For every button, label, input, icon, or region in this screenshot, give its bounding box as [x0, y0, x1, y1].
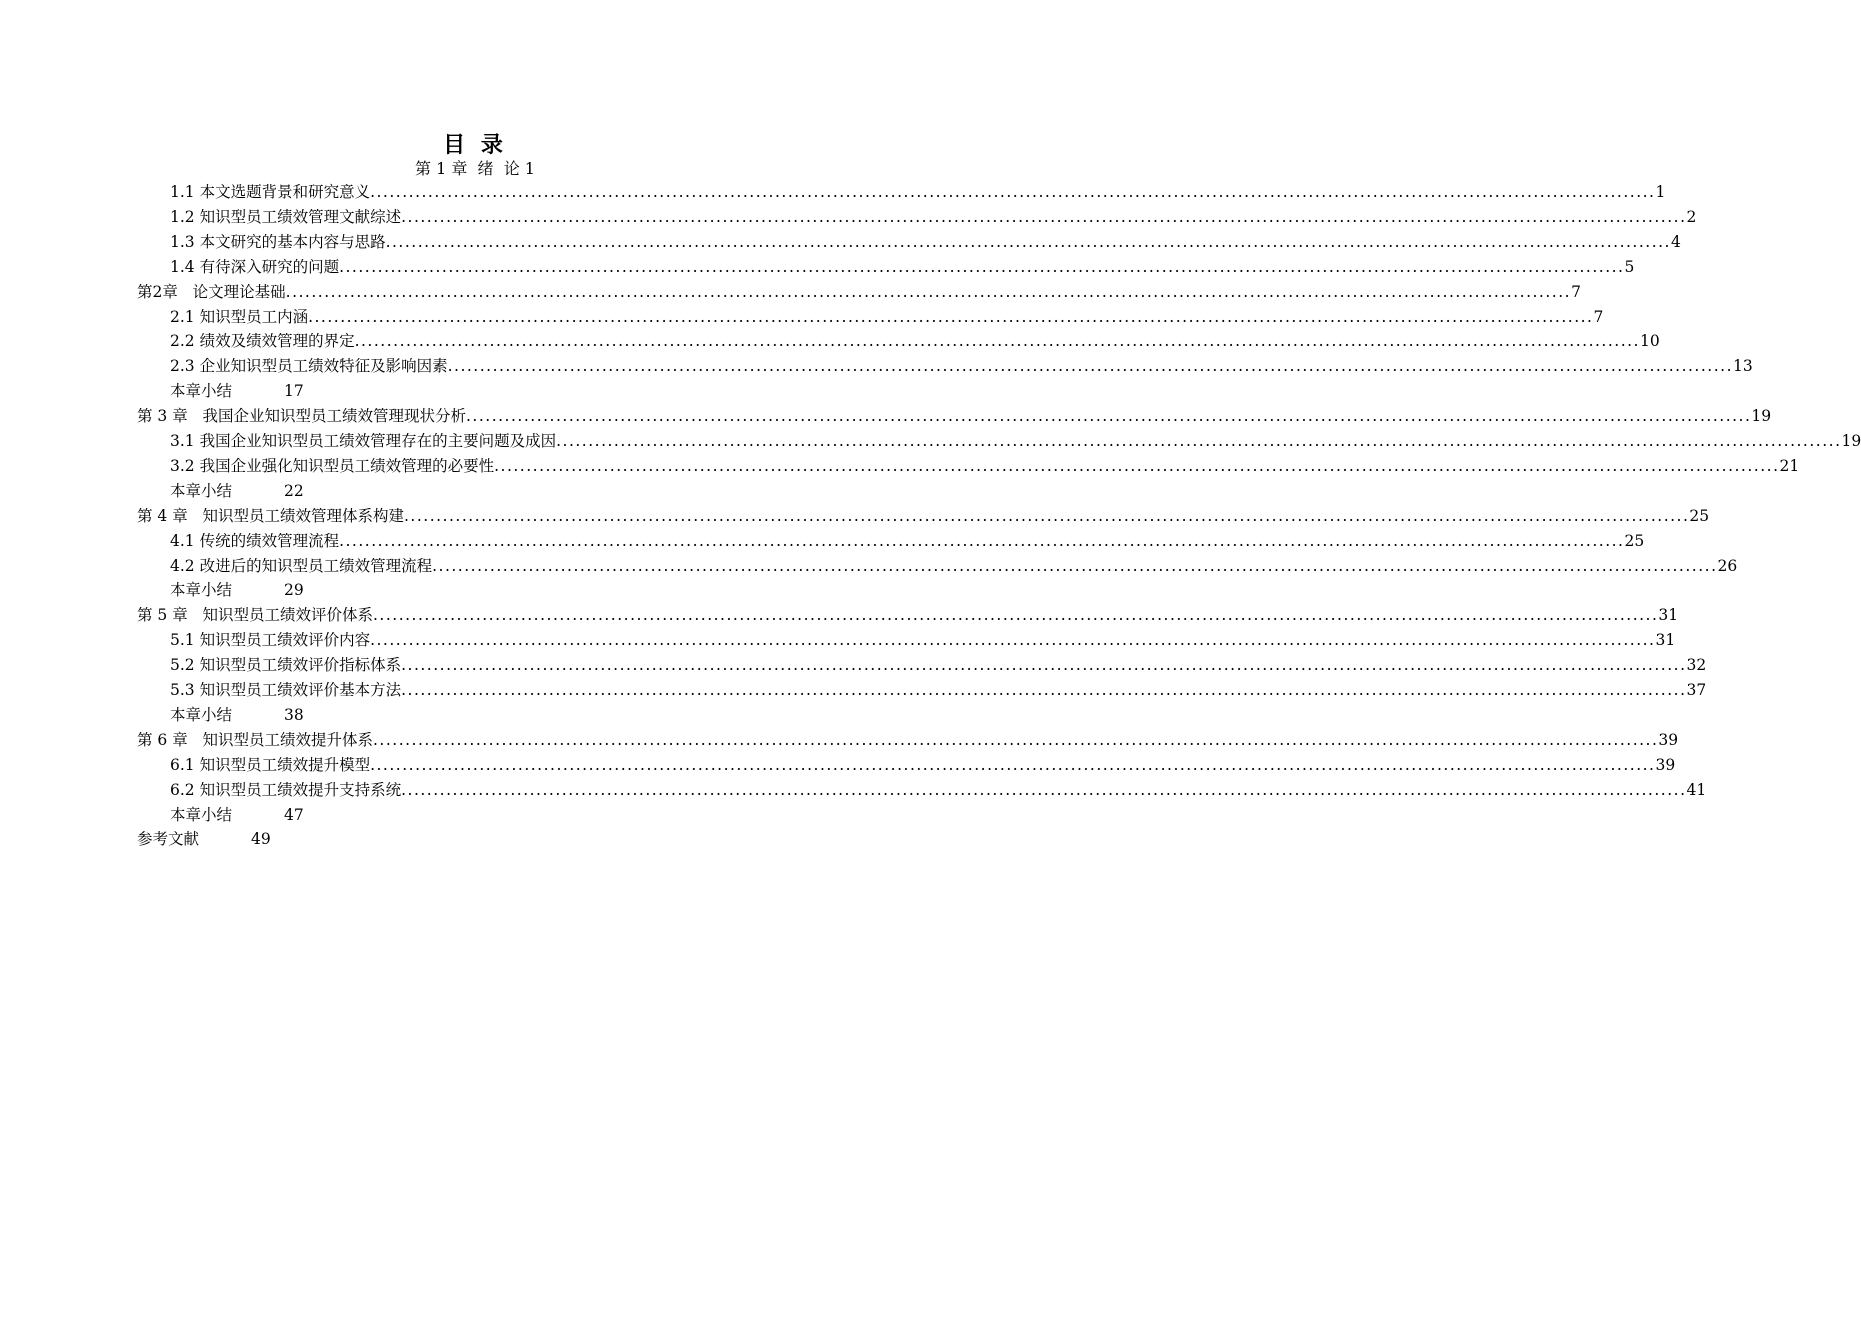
toc-entry [170, 578, 304, 603]
toc-entry-page: 37 [1686, 681, 1707, 699]
toc-entry-label: 第 4 章 知识型员工绩效管理体系构建 [137, 506, 404, 525]
toc-entry-label: 本章小结 [170, 481, 233, 500]
toc-entry-page: 47 [284, 805, 304, 824]
toc-leader-dots: ........................................................................................................................................................................................................ [432, 556, 1718, 575]
toc-entry-page: 38 [284, 705, 304, 724]
toc-entry-page: 19 [1751, 407, 1772, 426]
toc-entry [170, 329, 1660, 354]
toc-entry-page: 29 [284, 581, 304, 600]
toc-entry-label: 1.2 知识型员工绩效管理文献综述 [170, 207, 402, 226]
toc-entry-label: 5.1 知识型员工绩效评价内容 [170, 631, 371, 650]
toc-entry-label: 1.3 本文研究的基本内容与思路 [170, 232, 386, 251]
toc-entry [170, 529, 1645, 554]
toc-entry-page: 22 [284, 481, 304, 500]
toc-entry-label: 2.1 知识型员工内涵 [170, 307, 309, 326]
toc-entry-page: 25 [1624, 531, 1645, 550]
toc-leader-dots: ........................................................................................................................................................................................................ [308, 307, 1594, 326]
toc-leader-dots: ........................................................................................................................................................................................................ [556, 432, 1842, 450]
toc-entry [137, 504, 1710, 529]
toc-entry [170, 305, 1604, 330]
toc-entry [137, 603, 1679, 628]
toc-title: 目 录 [443, 132, 507, 158]
toc-entry-label: 1.4 有待深入研究的问题 [170, 257, 340, 276]
toc-entry-page: 7 [1571, 282, 1581, 301]
toc-entry-label: 第2章 论文理论基础 [137, 282, 286, 301]
toc-leader-dots: ........................................................................................................................................................................................................ [401, 207, 1687, 226]
toc-entry-page: 26 [1717, 556, 1738, 575]
toc-entry-page: 1 [1655, 183, 1666, 201]
toc-entry-label: 第 6 章 知识型员工绩效提升体系 [137, 730, 373, 749]
toc-entry-label: 本章小结 [170, 805, 233, 824]
toc-entry [170, 180, 1666, 205]
toc-entry-page: 13 [1733, 357, 1753, 376]
toc-leader-dots: ........................................................................................................................................................................................................ [339, 257, 1625, 276]
toc-entry-page: 17 [284, 382, 304, 401]
toc-entry [137, 728, 1679, 753]
toc-leader-dots: ........................................................................................................................................................................................................ [370, 631, 1656, 650]
toc-entry [170, 205, 1697, 230]
toc-entry [170, 379, 304, 404]
toc-entry-label: 5.3 知识型员工绩效评价基本方法 [170, 681, 402, 699]
toc-entry-page: 5 [1624, 257, 1635, 276]
toc-leader-dots: ........................................................................................................................................................................................................ [466, 407, 1752, 426]
toc-entry [170, 479, 304, 504]
toc-leader-dots: ........................................................................................................................................................................................................ [339, 531, 1625, 550]
toc-entry-label: 参考文献 [137, 830, 200, 849]
toc-entry [170, 554, 1738, 579]
toc-entry [170, 753, 1676, 778]
toc-entry [170, 628, 1676, 653]
toc-entry [170, 653, 1707, 678]
toc-entry-page: 31 [1658, 606, 1679, 625]
toc-leader-dots: ........................................................................................................................................................................................................ [373, 606, 1659, 625]
chapter-1-heading: 第 1 章 绪 论 1 [415, 159, 535, 178]
toc-entry-label: 本章小结 [170, 705, 233, 724]
toc-entry [137, 827, 271, 852]
toc-entry [137, 404, 1772, 429]
toc-leader-dots: ........................................................................................................................................................................................................ [373, 730, 1659, 749]
toc-entry-page: 41 [1686, 780, 1707, 799]
toc-entry-page: 39 [1658, 730, 1679, 749]
toc-entry-label: 2.3 企业知识型员工绩效特征及影响因素 [170, 357, 448, 376]
toc-entry [170, 778, 1707, 803]
toc-leader-dots: ........................................................................................................................................................................................................ [404, 506, 1690, 525]
toc-entry-label: 1.1 本文选题背景和研究意义 [170, 183, 371, 201]
toc-entry [170, 429, 1861, 454]
toc-entry-label: 本章小结 [170, 581, 233, 600]
toc-entry-page: 31 [1655, 631, 1676, 650]
toc-entry-page: 49 [251, 830, 271, 849]
toc-leader-dots: ........................................................................................................................................................................................................ [354, 332, 1640, 351]
toc-entry-label: 3.1 我国企业知识型员工绩效管理存在的主要问题及成因 [170, 432, 557, 450]
toc-entry-page: 7 [1593, 307, 1604, 326]
toc-leader-dots: ........................................................................................................................................................................................................ [494, 456, 1780, 475]
toc-entry-label: 第 3 章 我国企业知识型员工绩效管理现状分析 [137, 407, 466, 426]
toc-entry [137, 280, 1581, 305]
toc-leader-dots: ........................................................................................................................................................................................................ [401, 780, 1687, 799]
toc-entry [170, 678, 1707, 703]
toc-entry-label: 本章小结 [170, 382, 233, 401]
toc-entry-label: 3.2 我国企业强化知识型员工绩效管理的必要性 [170, 456, 495, 475]
toc-entry-label: 2.2 绩效及绩效管理的界定 [170, 332, 355, 351]
toc-entry [170, 354, 1753, 379]
toc-leader-dots: ........................................................................................................................................................................................................ [401, 681, 1687, 699]
toc-entry-label: 4.2 改进后的知识型员工绩效管理流程 [170, 556, 433, 575]
toc-entry-label: 6.2 知识型员工绩效提升支持系统 [170, 780, 402, 799]
toc-leader-dots: ........................................................................................................................................................................................................ [385, 232, 1671, 251]
toc-entry-page: 4 [1670, 232, 1681, 251]
toc-leader-dots: ........................................................................................................................................................................................................ [285, 282, 1572, 301]
toc-leader-dots: ........................................................................................................................................................................................................ [401, 656, 1687, 675]
toc-entry-page: 2 [1686, 207, 1697, 226]
toc-entry [170, 803, 304, 828]
toc-entry-label: 4.1 传统的绩效管理流程 [170, 531, 340, 550]
toc-entry-page: 21 [1779, 456, 1800, 475]
toc-entry-label: 第 5 章 知识型员工绩效评价体系 [137, 606, 373, 625]
toc-entry-page: 19 [1841, 432, 1861, 450]
toc-entry-label: 6.1 知识型员工绩效提升模型 [170, 755, 371, 774]
toc-entry-page: 10 [1639, 332, 1660, 351]
toc-leader-dots: ........................................................................................................................................................................................................ [370, 183, 1656, 201]
toc-entry-page: 39 [1655, 755, 1676, 774]
toc-entry [170, 703, 304, 728]
toc-entry-label: 5.2 知识型员工绩效评价指标体系 [170, 656, 402, 675]
toc-entry-page: 32 [1686, 656, 1707, 675]
toc-leader-dots: ........................................................................................................................................................................................................ [370, 755, 1656, 774]
toc-entry [170, 454, 1800, 479]
toc-leader-dots: ........................................................................................................................................................................................................ [447, 357, 1733, 376]
toc-entry-page: 25 [1689, 506, 1710, 525]
toc-entry [170, 255, 1635, 280]
toc-entry [170, 230, 1681, 255]
